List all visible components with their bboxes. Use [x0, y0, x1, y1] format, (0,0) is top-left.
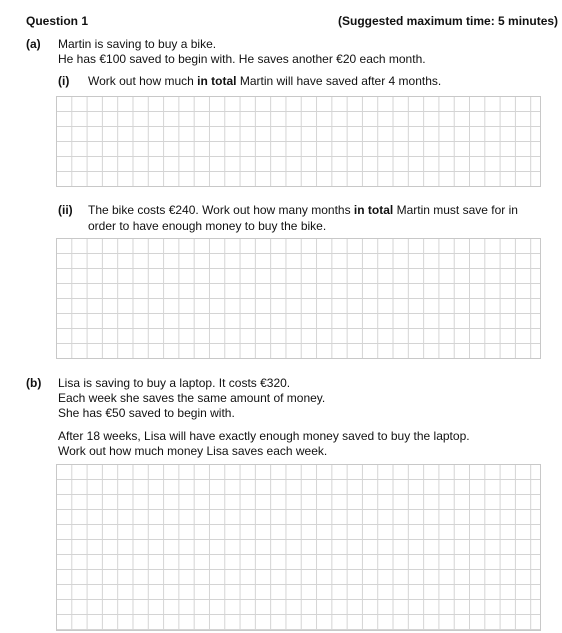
part-b-line-4: After 18 weeks, Lisa will have exactly enough money saved to buy the laptop. — [58, 429, 470, 443]
question-title: Question 1 — [26, 14, 89, 28]
part-a-label: (a) — [26, 37, 41, 51]
answer-grid-a-ii[interactable] — [56, 238, 541, 359]
part-a-i-label: (i) — [58, 74, 70, 88]
part-a-ii-line-2: order to have enough money to buy the bike. — [88, 219, 327, 233]
part-b-line-1: Lisa is saving to buy a laptop. It costs €320. — [58, 376, 291, 390]
part-b-line-2: Each week she saves the same amount of money. — [58, 391, 326, 405]
part-a-ii-question — [88, 203, 518, 217]
part-a-i-question — [88, 74, 441, 88]
part-b-line-5: Work out how much money Lisa saves each week. — [58, 444, 328, 458]
part-a-i-text-before: Work out how much — [88, 74, 198, 88]
suggested-time-note: (Suggested maximum time: 5 minutes) — [338, 14, 559, 28]
answer-grid-a-i[interactable] — [56, 96, 541, 187]
part-a-ii-label: (ii) — [58, 203, 73, 217]
part-a-line-1: Martin is saving to buy a bike. — [58, 37, 217, 51]
part-a-i-text-after: Martin will have saved after 4 months. — [236, 74, 442, 88]
answer-grid-b[interactable] — [56, 464, 541, 631]
part-a-ii-text-bold: in total — [353, 203, 394, 217]
part-a-i-text-bold: in total — [197, 74, 237, 88]
part-a-line-2: He has €100 saved to begin with. He saves another €20 each month. — [58, 52, 426, 66]
part-a-ii-text-before: The bike costs €240. Work out how many months — [88, 203, 354, 217]
part-b-line-3: She has €50 saved to begin with. — [58, 406, 235, 420]
part-b-label: (b) — [26, 376, 42, 390]
part-a-ii-text-after: Martin must save for in — [393, 203, 518, 217]
